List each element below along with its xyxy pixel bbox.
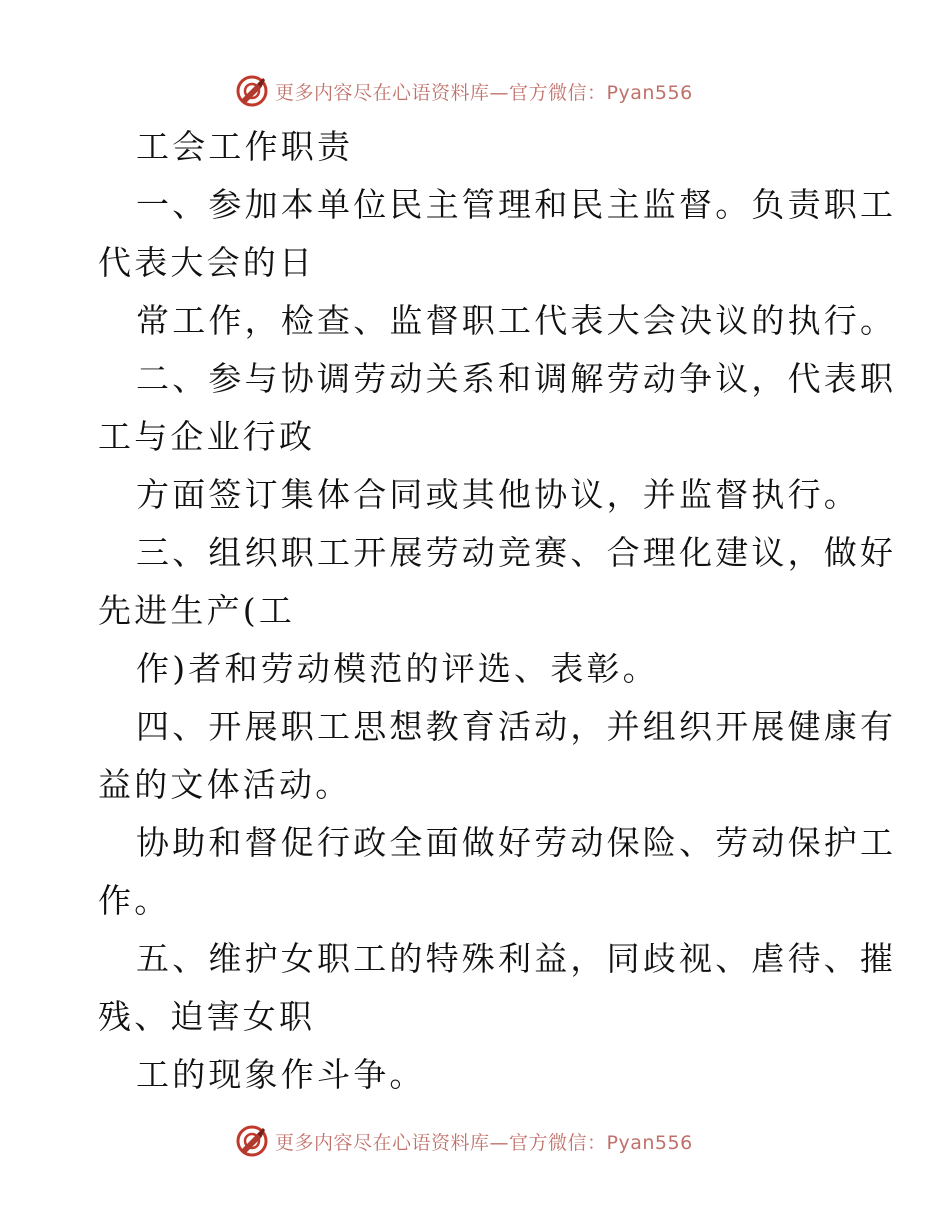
paragraph-line: 益的文体活动。 — [98, 765, 352, 804]
paragraph-line: 方面签订集体合同或其他协议，并监督执行。 — [136, 475, 860, 514]
paragraph-line: 一、参加本单位民主管理和民主监督。负责职工 — [136, 185, 897, 224]
watermark-text: 更多内容尽在心语资料库—官方微信：Pyan556 — [275, 81, 693, 104]
paragraph-line: 残、迫害女职 — [98, 997, 316, 1036]
paragraph-line: 三、组织职工开展劳动竞赛、合理化建议，做好 — [136, 533, 897, 572]
paragraph-line: 协助和督促行政全面做好劳动保险、劳动保护工 — [136, 823, 897, 862]
red-circular-logo-icon — [235, 1124, 269, 1158]
paragraph-line: 四、开展职工思想教育活动，并组织开展健康有 — [136, 707, 897, 746]
paragraph-line: 常工作，检查、监督职工代表大会决议的执行。 — [136, 301, 897, 340]
paragraph-line: 二、参与协调劳动关系和调解劳动争议，代表职 — [136, 359, 897, 398]
paragraph-line: 作)者和劳动模范的评选、表彰。 — [136, 649, 659, 688]
red-circular-logo-icon — [235, 74, 269, 108]
paragraph-line: 五、维护女职工的特殊利益，同歧视、虐待、摧 — [136, 939, 897, 978]
paragraph-line: 先进生产(工 — [98, 591, 296, 630]
doc-title: 工会工作职责 — [136, 127, 354, 166]
paragraph-line: 作。 — [98, 881, 171, 920]
paragraph-line: 工的现象作斗争。 — [136, 1055, 426, 1094]
header-watermark — [235, 74, 693, 108]
paragraph-line: 代表大会的日 — [98, 243, 316, 282]
document-body — [98, 118, 897, 1104]
footer-watermark — [235, 1124, 693, 1158]
paragraph-line: 工与企业行政 — [98, 417, 316, 456]
watermark-text: 更多内容尽在心语资料库—官方微信：Pyan556 — [275, 1131, 693, 1154]
